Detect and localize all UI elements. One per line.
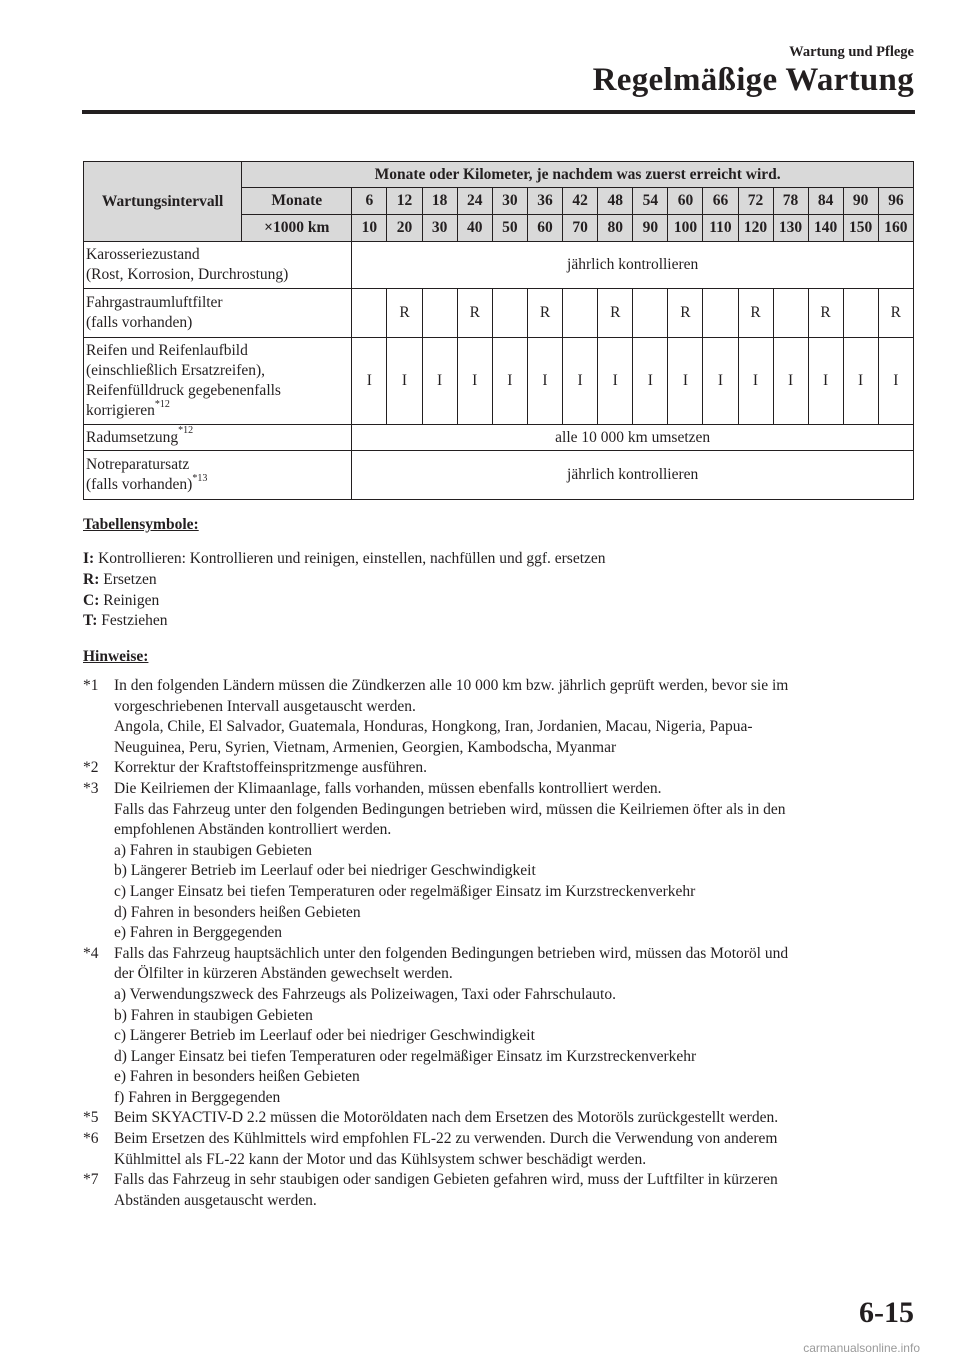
note-item: [83, 779, 915, 944]
interval-cell: R: [738, 289, 773, 338]
maintenance-table: [83, 161, 914, 500]
interval-cell: I: [387, 338, 422, 425]
symbols-heading: Tabellensymbole:: [83, 516, 199, 533]
interval-cell: I: [598, 338, 633, 425]
note-line: Neuguinea, Peru, Syrien, Vietnam, Armenien, Georgien, Kambodscha, Myanmar: [114, 738, 617, 756]
note-number: *5: [83, 1109, 99, 1127]
row-label-line: Reifen und Reifenlaufbild: [86, 342, 248, 359]
month-cell: 78: [773, 188, 808, 215]
km-cell: 130: [773, 215, 808, 242]
notes-list: [83, 676, 915, 1211]
note-line: der Ölfilter in kürzeren Abständen gewechselt werden.: [114, 965, 453, 983]
km-cell: 20: [387, 215, 422, 242]
month-cell: 42: [563, 188, 598, 215]
note-line: Abständen ausgetauscht werden.: [114, 1191, 317, 1209]
note-number: *4: [83, 944, 99, 962]
symbols-legend: [83, 549, 606, 632]
month-cell: 66: [703, 188, 738, 215]
note-line: a) Verwendungszweck des Fahrzeugs als Polizeiwagen, Taxi oder Fahrschulauto.: [114, 985, 616, 1003]
footnote-ref: *13: [192, 472, 208, 484]
km-cell: 10: [352, 215, 387, 242]
note-line: c) Längerer Betrieb im Leerlauf oder bei niedriger Geschwindigkeit: [114, 1027, 535, 1045]
header-rule: [82, 110, 915, 114]
row-label-cell: [84, 451, 352, 500]
section-title: Wartung und Pflege: [789, 44, 914, 60]
km-cell: 160: [878, 215, 913, 242]
km-cell: 30: [422, 215, 457, 242]
symbol-key: I:: [83, 550, 95, 567]
row-label-line: Radumsetzung$^{*12}$: [86, 425, 194, 446]
row-label-line: Karosseriezustand: [86, 246, 200, 263]
table-header-row: [84, 162, 914, 188]
note-item: [83, 1129, 915, 1170]
interval-cell: [703, 289, 738, 338]
row-label-cell: [84, 289, 352, 338]
note-line: Falls das Fahrzeug in sehr staubigen oder sandigen Gebieten gefahren wird, muss der Luftfilter in kürzeren: [114, 1171, 778, 1189]
note-line: f) Fahren in Berggegenden: [114, 1088, 281, 1106]
interval-cell: I: [703, 338, 738, 425]
interval-cell: I: [352, 338, 387, 425]
km-cell: 80: [598, 215, 633, 242]
footnote-ref: *12: [178, 425, 194, 437]
note-item: [83, 676, 915, 758]
row-label-line: Reifenfülldruck gegebenenfalls: [86, 382, 281, 399]
month-cell: 90: [843, 188, 878, 215]
row-label-line: korrigieren$^{*12}$: [86, 398, 170, 419]
symbol-item: [83, 570, 606, 591]
note-item: [83, 1108, 915, 1129]
interval-cell: I: [878, 338, 913, 425]
symbol-key: R:: [83, 570, 100, 588]
note-item: [83, 944, 915, 1109]
month-cell: 60: [668, 188, 703, 215]
symbol-text: Ersetzen: [103, 570, 157, 588]
interval-banner-cell: Monate oder Kilometer, je nachdem was zuerst erreicht wird.: [242, 162, 914, 188]
month-cell: 6: [352, 188, 387, 215]
interval-cell: I: [563, 338, 598, 425]
row-label-line: Fahrgastraumluftfilter: [86, 294, 223, 311]
symbol-item: [83, 549, 606, 570]
symbol-key: C:: [83, 591, 100, 609]
note-line: Beim SKYACTIV-D 2.2 müssen die Motoröldaten nach dem Ersetzen des Motoröls zurückgestellt werden.: [114, 1109, 779, 1127]
note-line: Angola, Chile, El Salvador, Guatemala, Honduras, Hongkong, Iran, Jordanien, Macau, Nigeria, Papua-: [114, 718, 753, 736]
interval-cell: I: [738, 338, 773, 425]
row-label-cell: [84, 425, 352, 451]
km-cell: 50: [492, 215, 527, 242]
row-label-line: (falls vorhanden): [86, 314, 193, 331]
note-line: Kühlmittel als FL-22 kann der Motor und das Kühlsystem schwer beschädigt werden.: [114, 1150, 647, 1168]
symbol-text: Festziehen: [101, 612, 168, 630]
watermark: carmanualsonline.info: [803, 1341, 920, 1355]
km-cell: 60: [527, 215, 562, 242]
interval-cell: [843, 289, 878, 338]
km-cell: 120: [738, 215, 773, 242]
month-cell: 72: [738, 188, 773, 215]
symbol-key: T:: [83, 612, 98, 630]
months-label-cell: Monate: [242, 188, 352, 215]
page-title: Regelmäßige Wartung: [592, 62, 914, 98]
month-cell: 84: [808, 188, 843, 215]
month-cell: 96: [878, 188, 913, 215]
interval-cell: I: [843, 338, 878, 425]
note-line: Korrektur der Kraftstoffeinspritzmenge ausführen.: [114, 759, 428, 777]
interval-cell: R: [598, 289, 633, 338]
table-row: [84, 451, 914, 500]
page-number: 6-15: [859, 1296, 914, 1329]
table-row: [84, 289, 914, 338]
interval-cell: [352, 289, 387, 338]
interval-cell: [422, 289, 457, 338]
symbol-text: Reinigen: [103, 591, 160, 609]
row-label-line: Notreparatursatz: [86, 456, 190, 473]
interval-cell: I: [527, 338, 562, 425]
interval-cell: R: [878, 289, 913, 338]
footnote-ref: *12: [154, 398, 170, 410]
interval-cell: R: [808, 289, 843, 338]
row-label-cell: [84, 338, 352, 425]
note-line: e) Fahren in besonders heißen Gebieten: [114, 1068, 360, 1086]
note-number: *6: [83, 1130, 99, 1148]
row-label-line: (einschließlich Ersatzreifen),: [86, 362, 266, 379]
interval-label-cell: Wartungsintervall: [84, 162, 242, 242]
interval-cell: I: [422, 338, 457, 425]
km-cell: 90: [633, 215, 668, 242]
interval-cell: R: [387, 289, 422, 338]
row-label-cell: [84, 242, 352, 289]
month-cell: 36: [527, 188, 562, 215]
table-row: [84, 338, 914, 425]
note-item: [83, 1170, 915, 1211]
note-line: In den folgenden Ländern müssen die Zündkerzen alle 10 000 km bzw. jährlich geprüft werden, bevor sie im: [114, 677, 789, 694]
note-number: *3: [83, 779, 99, 797]
km-cell: 110: [703, 215, 738, 242]
note-number: *1: [83, 677, 99, 694]
km-cell: 40: [457, 215, 492, 242]
interval-cell: I: [773, 338, 808, 425]
interval-cell: [773, 289, 808, 338]
note-line: d) Langer Einsatz bei tiefen Temperaturen oder regelmäßiger Einsatz im Kurzstreckenverkehr: [114, 1047, 697, 1065]
note-line: b) Fahren in staubigen Gebieten: [114, 1006, 313, 1024]
table-row: [84, 242, 914, 289]
note-line: vorgeschriebenen Intervall ausgetauscht werden.: [114, 697, 416, 715]
km-cell: 150: [843, 215, 878, 242]
interval-cell: R: [668, 289, 703, 338]
interval-cell: I: [808, 338, 843, 425]
interval-cell: [633, 289, 668, 338]
interval-span-cell: jährlich kontrollieren: [352, 242, 914, 289]
month-cell: 30: [492, 188, 527, 215]
interval-cell: R: [527, 289, 562, 338]
note-line: Falls das Fahrzeug unter den folgenden Bedingungen betrieben wird, müssen die Keilriemen öfter als in den: [114, 800, 786, 818]
interval-cell: [492, 289, 527, 338]
month-cell: 54: [633, 188, 668, 215]
note-line: Falls das Fahrzeug hauptsächlich unter den folgenden Bedingungen betrieben wird, müssen das Motoröl und: [114, 944, 789, 962]
table-row: [84, 425, 914, 451]
km-cell: 70: [563, 215, 598, 242]
interval-span-cell: alle 10 000 km umsetzen: [352, 425, 914, 451]
symbol-item: [83, 591, 606, 612]
interval-cell: I: [668, 338, 703, 425]
interval-span-cell: jährlich kontrollieren: [352, 451, 914, 500]
note-number: *2: [83, 759, 99, 777]
km-label-cell: ×1000 km: [242, 215, 352, 242]
row-label-line: (falls vorhanden)$^{*13}$: [86, 472, 208, 493]
note-line: a) Fahren in staubigen Gebieten: [114, 841, 312, 859]
note-line: e) Fahren in Berggegenden: [114, 924, 283, 942]
month-cell: 12: [387, 188, 422, 215]
note-line: Beim Ersetzen des Kühlmittels wird empfohlen FL-22 zu verwenden. Durch die Verwendung von anderem: [114, 1130, 778, 1148]
symbol-item: [83, 611, 606, 632]
km-cell: 100: [668, 215, 703, 242]
interval-cell: [563, 289, 598, 338]
note-number: *7: [83, 1171, 99, 1189]
note-line: empfohlenen Abständen kontrolliert werden.: [114, 821, 392, 839]
note-item: [83, 758, 915, 779]
month-cell: 24: [457, 188, 492, 215]
interval-cell: I: [633, 338, 668, 425]
month-cell: 18: [422, 188, 457, 215]
note-line: d) Fahren in besonders heißen Gebieten: [114, 903, 361, 921]
km-cell: 140: [808, 215, 843, 242]
interval-cell: R: [457, 289, 492, 338]
note-line: c) Langer Einsatz bei tiefen Temperaturen oder regelmäßiger Einsatz im Kurzstreckenverkehr: [114, 882, 696, 900]
symbol-text: Kontrollieren: Kontrollieren und reinigen, einstellen, nachfüllen und ggf. ersetzen: [98, 550, 606, 567]
interval-cell: I: [457, 338, 492, 425]
interval-cell: I: [492, 338, 527, 425]
note-line: b) Längerer Betrieb im Leerlauf oder bei niedriger Geschwindigkeit: [114, 862, 536, 880]
note-line: Die Keilriemen der Klimaanlage, falls vorhanden, müssen ebenfalls kontrolliert werden.: [114, 779, 662, 797]
notes-heading: Hinweise:: [83, 648, 149, 665]
row-label-line: (Rost, Korrosion, Durchrostung): [86, 266, 289, 283]
month-cell: 48: [598, 188, 633, 215]
